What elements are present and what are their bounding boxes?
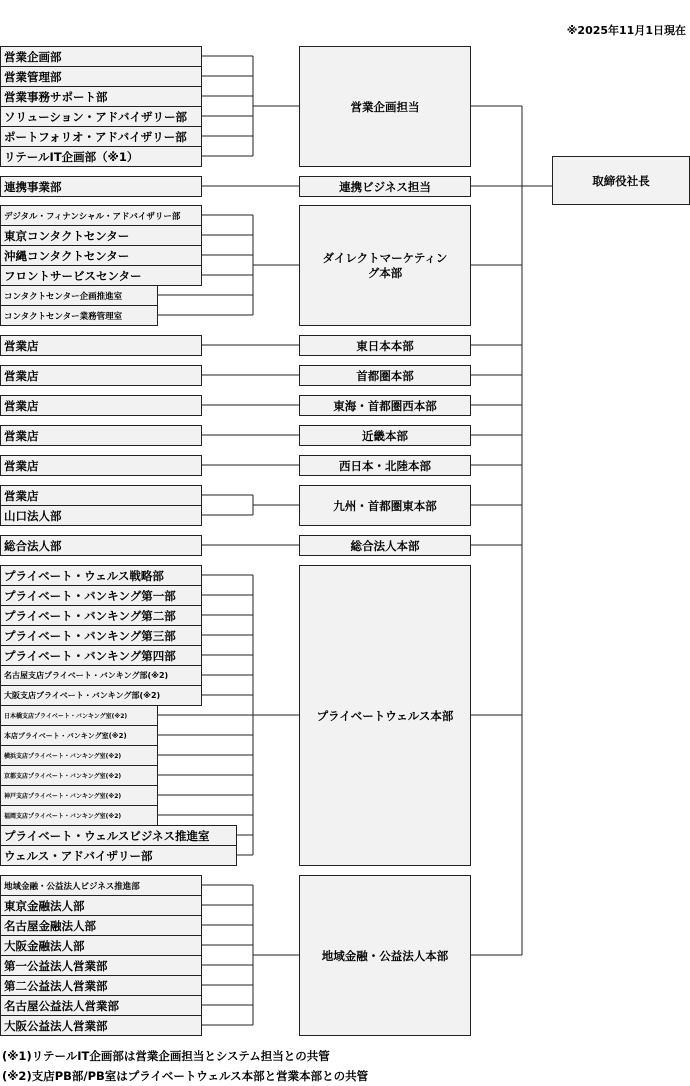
unit-box: 大阪公益法人営業部 [0,1015,202,1036]
division-box: 東海・首都圏西本部 [299,395,471,416]
unit-box: 京都支店プライベート・バンキング室(※2) [0,765,158,786]
unit-box: プライベート・ウェルス戦略部 [0,565,202,586]
unit-box: 第二公益法人営業部 [0,975,202,996]
division-box: 近畿本部 [299,425,471,446]
unit-box: 大阪金融法人部 [0,935,202,956]
unit-box: プライベート・バンキング第四部 [0,645,202,666]
unit-box: 営業店 [0,425,202,446]
unit-box: 第一公益法人営業部 [0,955,202,976]
division-box: プライベートウェルス本部 [299,565,471,866]
unit-box: 名古屋支店プライベート・バンキング部(※2) [0,665,202,686]
unit-box: 横浜支店プライベート・バンキング室(※2) [0,745,158,766]
unit-box: 東京コンタクトセンター [0,225,202,246]
as-of-date: ※2025年11月1日現在 [566,24,686,37]
division-box [299,205,471,326]
unit-box: フロントサービスセンター [0,265,202,286]
unit-box: 名古屋金融法人部 [0,915,202,936]
division-box: 九州・首都圏東本部 [299,485,471,526]
unit-box: 日本橋支店プライベート・バンキング室(※2) [0,705,158,726]
unit-box: リテールIT企画部（※1） [0,146,202,167]
unit-box: ソリューション・アドバイザリー部 [0,106,202,127]
division-box: 営業企画担当 [299,46,471,167]
unit-box: 神戸支店プライベート・バンキング室(※2) [0,785,158,806]
unit-box: 営業事務サポート部 [0,86,202,107]
unit-box: プライベート・バンキング第二部 [0,605,202,626]
unit-box: プライベート・ウェルスビジネス推進室 [0,825,237,846]
unit-box: 大阪支店プライベート・バンキング部(※2) [0,685,202,706]
unit-box: 山口法人部 [0,505,202,526]
division-box: 東日本本部 [299,335,471,356]
footnote: (※2)支店PB部/PB室はプライベートウェルス本部と営業本部との共管 [2,1069,369,1083]
unit-box: 営業店 [0,395,202,416]
unit-box: コンタクトセンター業務管理室 [0,305,158,326]
unit-box: 営業店 [0,365,202,386]
unit-box: 名古屋公益法人営業部 [0,995,202,1016]
ceo-box: 取締役社長 [552,156,690,205]
unit-box: コンタクトセンター企画推進室 [0,285,158,306]
division-box: 地域金融・公益法人本部 [299,875,471,1036]
unit-box: 営業企画部 [0,46,202,67]
unit-box: プライベート・バンキング第一部 [0,585,202,606]
division-box: 首都圏本部 [299,365,471,386]
unit-box: 本店プライベート・バンキング室(※2) [0,725,158,746]
unit-box: プライベート・バンキング第三部 [0,625,202,646]
unit-box: 沖縄コンタクトセンター [0,245,202,266]
unit-box: 営業店 [0,335,202,356]
footnote: (※1)リテールIT企画部は営業企画担当とシステム担当との共管 [2,1049,330,1063]
unit-box: 営業店 [0,455,202,476]
unit-box: 福岡支店プライベート・バンキング室(※2) [0,805,158,826]
unit-box: 営業店 [0,485,202,506]
unit-box: 連携事業部 [0,176,202,197]
division-box: 連携ビジネス担当 [299,176,471,197]
division-box: 西日本・北陸本部 [299,455,471,476]
unit-box: ポートフォリオ・アドバイザリー部 [0,126,202,147]
unit-box: 地域金融・公益法人ビジネス推進部 [0,875,202,896]
unit-box: ウェルス・アドバイザリー部 [0,845,237,866]
division-box: 総合法人本部 [299,535,471,556]
division-label: ダイレクトマーケティング本部 [322,250,448,280]
unit-box: 東京金融法人部 [0,895,202,916]
unit-box: デジタル・フィナンシャル・アドバイザリー部 [0,205,202,226]
unit-box: 総合法人部 [0,535,202,556]
unit-box: 営業管理部 [0,66,202,87]
